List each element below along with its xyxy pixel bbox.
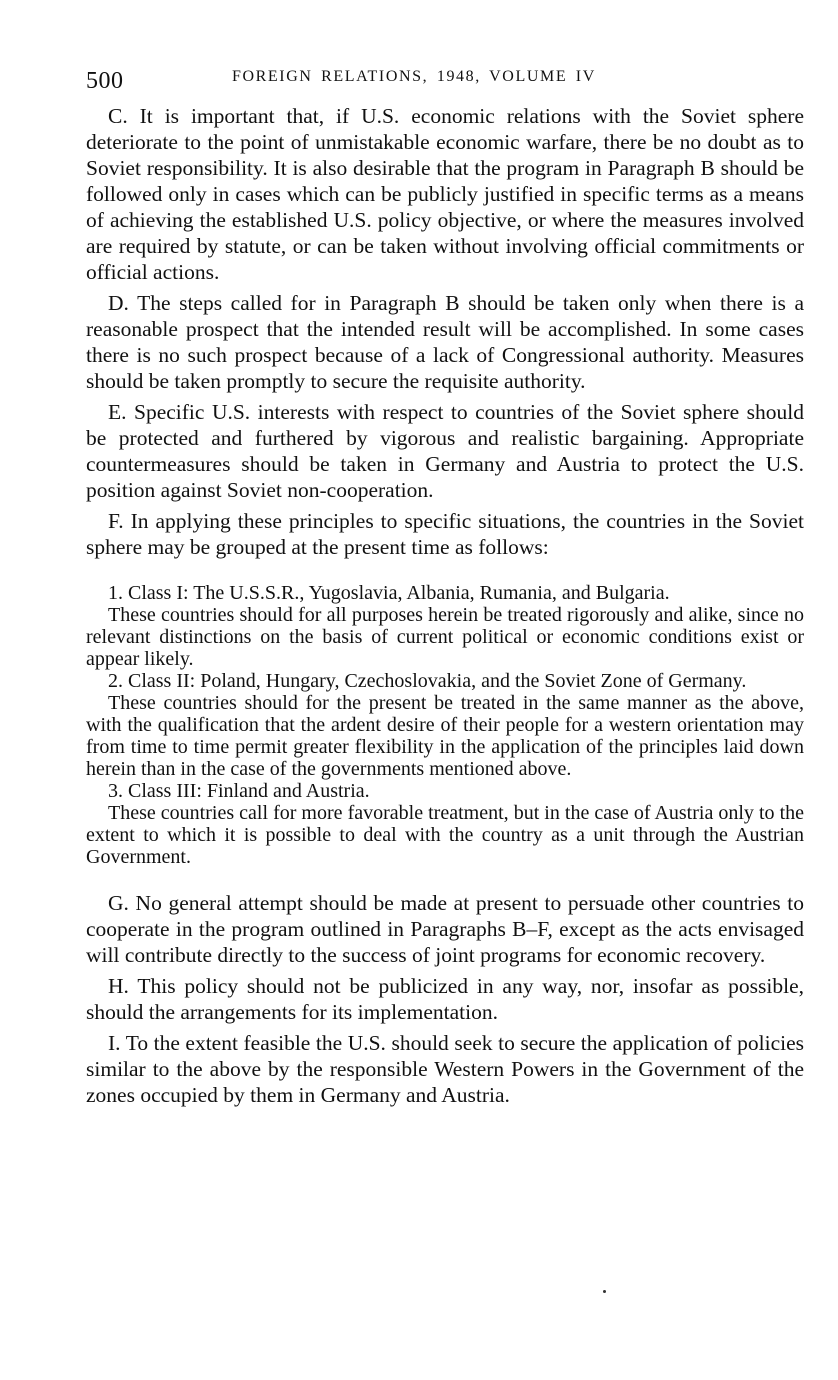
paragraph-e: E. Specific U.S. interests with respect to countries of the Soviet sphere should be protected and furthered by vigorous and realistic bargaining. Appropriate countermeasures should be taken in Germany and Austria to protect the U.S. position against Soviet non-cooperation. xyxy=(86,400,804,502)
class-iii-heading: 3. Class III: Finland and Austria. xyxy=(108,780,370,802)
running-head: FOREIGN RELATIONS, 1948, VOLUME IV xyxy=(232,68,596,85)
paragraph-d: D. The steps called for in Paragraph B should be taken only when there is a reasonable prospect that the intended result will be accomplished. In some cases there is no such prospect because of a lack of Congressional authority. Measures should be taken promptly to secure the requisite authority. xyxy=(86,291,804,393)
body-text xyxy=(86,103,804,1113)
class-ii-heading: 2. Class II: Poland, Hungary, Czechoslovakia, and the Soviet Zone of Germany. xyxy=(108,670,747,692)
page-header xyxy=(86,64,786,94)
class-ii-description: These countries should for the present be treated in the same manner as the above, with the qualification that the ardent desire of their people for a western orientation may from time to time permit greater flexibility in the application of the principles laid down herein than in the case of the governments mentioned above. xyxy=(86,692,804,780)
paragraph-i: I. To the extent feasible the U.S. should seek to secure the application of policies similar to the above by the responsible Western Powers in the Government of the zones occupied by them in Germany and Austria. xyxy=(86,1031,804,1107)
country-classes-list xyxy=(86,582,804,868)
class-iii-description: These countries call for more favorable treatment, but in the case of Austria only to the extent to which it is possible to deal with the country as a unit through the Austrian Government. xyxy=(86,802,804,868)
class-i-description: These countries should for all purposes herein be treated rigorously and alike, since no relevant distinctions on the basis of current political or economic conditions exist or appear likely. xyxy=(86,604,804,670)
stray-ink-dot xyxy=(603,1290,606,1293)
paragraph-f: F. In applying these principles to specific situations, the countries in the Soviet sphere may be grouped at the present time as follows: xyxy=(86,509,804,559)
paragraph-h: H. This policy should not be publicized in any way, nor, insofar as possible, should the arrangements for its implementation. xyxy=(86,974,804,1024)
class-i-heading: 1. Class I: The U.S.S.R., Yugoslavia, Albania, Rumania, and Bulgaria. xyxy=(108,582,670,604)
page-number: 500 xyxy=(86,68,124,94)
paragraph-c: C. It is important that, if U.S. economic relations with the Soviet sphere deteriorate to the point of unmistakable economic warfare, there be no doubt as to Soviet responsibility. It is also desirable that the program in Paragraph B should be followed only in cases which can be publicly justified in specific terms as a means of achieving the established U.S. policy objective, or where the measures involved are required by statute, or can be taken without involving official commitments or official actions. xyxy=(86,104,804,284)
closing-paragraphs xyxy=(86,890,804,1108)
paragraph-g: G. No general attempt should be made at present to persuade other countries to cooperate in the program outlined in Paragraphs B–F, except as the acts envisaged will contribute directly to the success of joint programs for economic recovery. xyxy=(86,891,804,967)
